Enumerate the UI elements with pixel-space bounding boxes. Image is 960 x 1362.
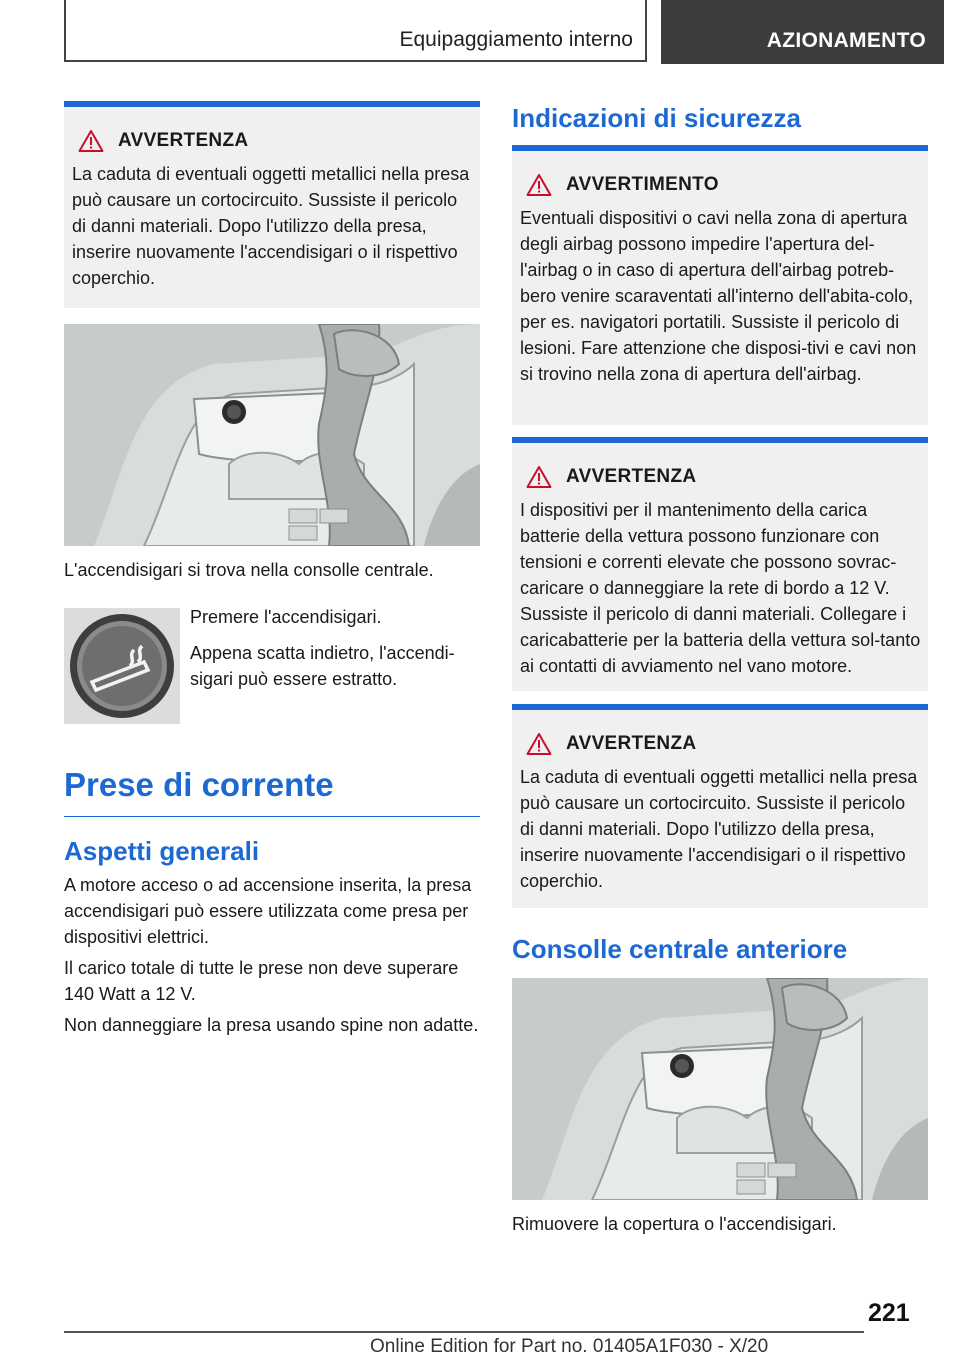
chapter-tab [661, 0, 944, 64]
console-photo [64, 324, 480, 546]
step-extract: Appena scatta indietro, l'accendi-sigari può essere estratto. [190, 643, 455, 689]
charger-warning-box [512, 437, 928, 691]
footer-edition: Online Edition for Part no. 01405A1F030 - X/20 [370, 1336, 769, 1357]
warning-triangle-icon [526, 465, 552, 489]
subsection-title: Aspetti generali [64, 836, 260, 866]
warning-box [64, 101, 480, 308]
image-caption: L'accendisigari si trova nella consolle centrale. [64, 560, 434, 580]
warning-title: AVVERTENZA [566, 733, 697, 754]
paragraph-usage: A motore acceso o ad accensione inserita, la presa accendisigari può essere utilizzata come presa per dispositivi elettrici. [64, 875, 472, 947]
warning-text: Eventuali dispositivi o cavi nella zona di apertura degli airbag possono impedire l'apertura del-l'airbag o in caso di apertura dell'airbag potreb-bero venire scaraventati all'interno dell'abita-colo, per es. navigatori portatili. Sussiste il pericolo di lesioni. Fare attenzione che disposi-tivi e cavi non si trovino nella zona di apertura dell'airbag. [520, 208, 917, 384]
cigarette-lighter-icon [64, 608, 180, 724]
paragraph-plugs: Non danneggiare la presa usando spine non adatte. [64, 1015, 479, 1035]
page-number: 221 [868, 1299, 910, 1327]
warning-triangle-icon [526, 732, 552, 756]
warning-triangle-icon [526, 173, 552, 197]
front-console-photo [512, 978, 928, 1200]
warning-triangle-icon [78, 129, 104, 153]
warning-title: AVVERTENZA [118, 130, 249, 151]
step-press: Premere l'accendisigari. [190, 607, 382, 627]
warning-text: La caduta di eventuali oggetti metallici nella presa può causare un cortocircuito. Sussiste il pericolo di danni materiali. Dopo l'utilizzo della presa, inserire nuovamente l'accendisigari o il rispettivo coperchio. [520, 767, 918, 891]
warning-text: I dispositivi per il mantenimento della carica batterie della vettura possono funzionare con tensioni e correnti elevate che possono sovrac-caricare o danneggiare la rete di bordo a 12 V. Sussiste il pericolo di danni materiali. Collegare i caricabatterie per la batteria della vettura sol-tanto ai contatti di avviamento nel vano motore. [520, 500, 921, 676]
paragraph-load: Il carico totale di tutte le prese non deve superare 140 Watt a 12 V. [64, 958, 459, 1004]
section-title: Prese di corrente [64, 766, 480, 817]
front-console-title: Consolle centrale anteriore [512, 934, 848, 964]
warning-text: La caduta di eventuali oggetti metallici nella presa può causare un cortocircuito. Sussiste il pericolo di danni materiali. Dopo l'utilizzo della presa, inserire nuovamente l'accendisigari o il rispettivo coperchio. [72, 164, 470, 288]
footer-divider [64, 1331, 864, 1333]
chapter-tab-label: AZIONAMENTO [766, 29, 926, 52]
front-console-caption: Rimuovere la copertura o l'accendisigari. [512, 1214, 837, 1234]
header-section-title: Equipaggiamento interno [399, 28, 633, 51]
safety-section-title: Indicazioni di sicurezza [512, 103, 801, 133]
socket-warning-box [512, 704, 928, 908]
airbag-warning-box [512, 145, 928, 425]
warning-title: AVVERTENZA [566, 466, 697, 487]
warning-title: AVVERTIMENTO [566, 174, 719, 195]
header-section-box [64, 0, 647, 62]
